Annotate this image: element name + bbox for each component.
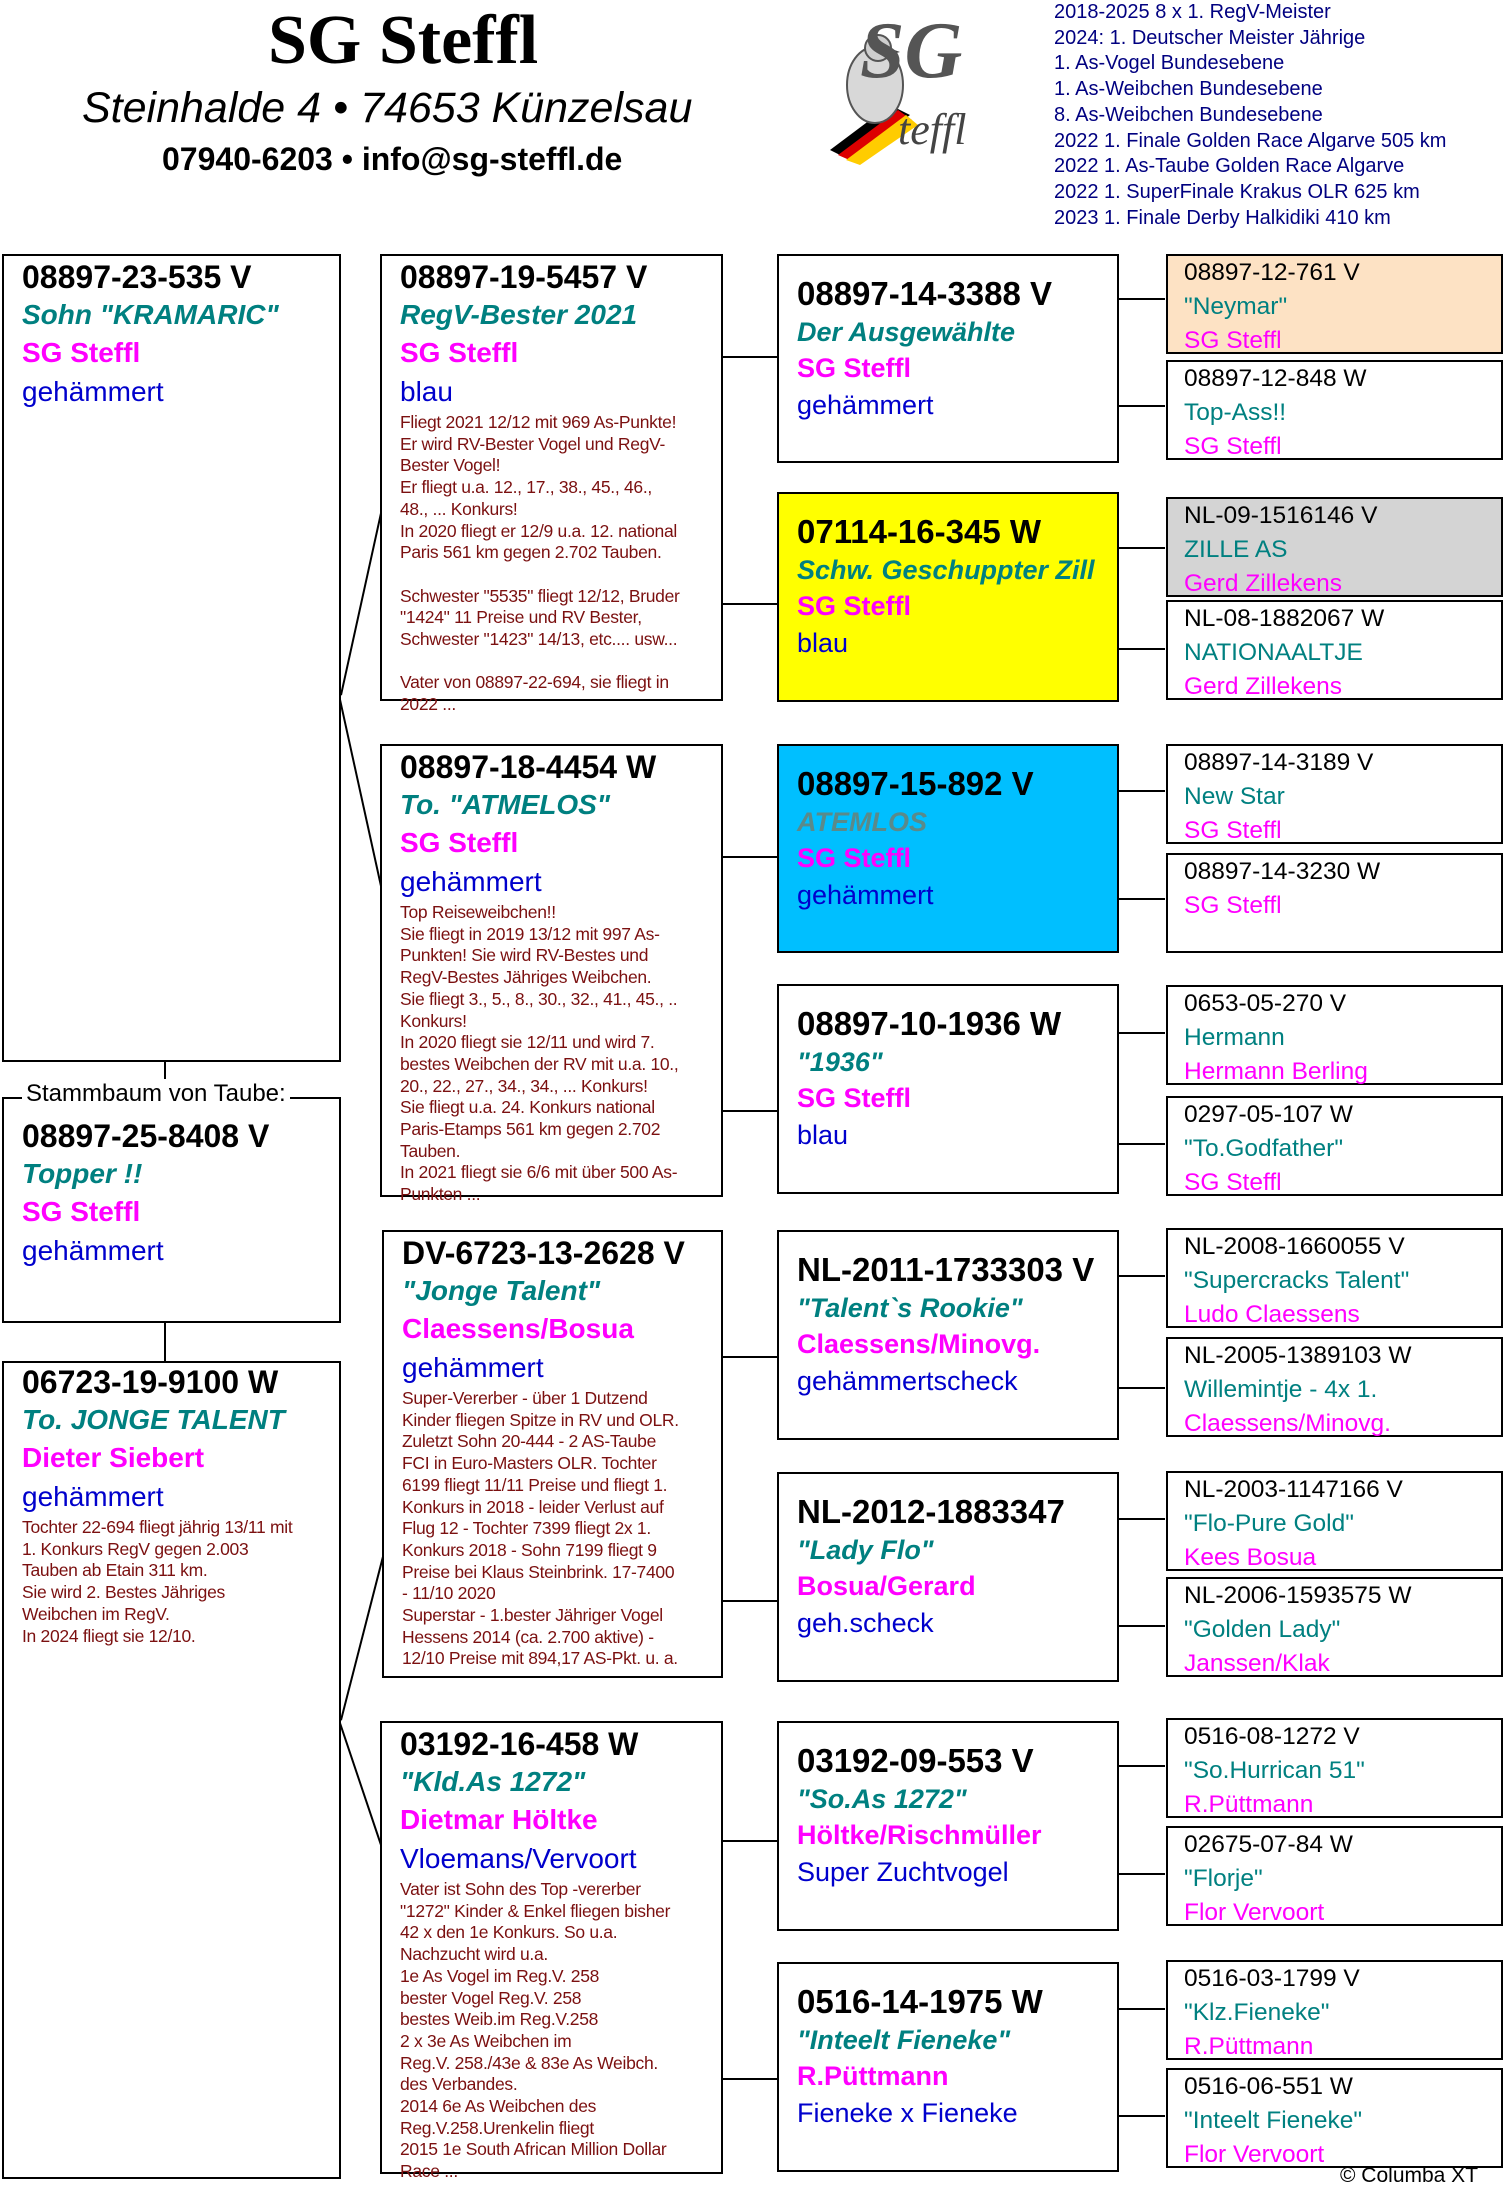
ring-number: NL-09-1516146 V xyxy=(1184,502,1378,529)
connector xyxy=(1117,2115,1165,2117)
gen4-card xyxy=(1166,1718,1503,1818)
connector xyxy=(1117,1275,1165,1277)
gen2-card xyxy=(382,1230,723,1678)
gen3-card xyxy=(777,1230,1119,1440)
pigeon-name: Der Ausgewählte xyxy=(797,317,1016,347)
pigeon-name: Hermann xyxy=(1184,1024,1285,1051)
ring-number: 08897-23-535 V xyxy=(22,259,252,295)
ring-number: 08897-14-3230 W xyxy=(1184,858,1381,885)
color: gehämmert xyxy=(22,1235,164,1266)
connector xyxy=(721,603,777,605)
pigeon-name: "Kld.As 1272" xyxy=(400,1766,586,1797)
ring-number: 0516-06-551 W xyxy=(1184,2073,1353,2100)
gen3-card xyxy=(777,254,1119,463)
connector xyxy=(164,1322,166,1362)
ring-number: NL-2008-1660055 V xyxy=(1184,1233,1405,1260)
color: blau xyxy=(797,1120,849,1150)
logo-text: SG xyxy=(860,7,963,95)
gen2-card xyxy=(380,744,723,1205)
gen3-card xyxy=(777,492,1119,702)
connector xyxy=(1117,547,1165,549)
pigeon-name: "To.Godfather" xyxy=(1184,1135,1344,1162)
contact: 07940-6203 • info@sg-steffl.de xyxy=(162,141,623,177)
gen4-card xyxy=(1166,360,1503,460)
achievement-item: 1. As-Weibchen Bundesebene xyxy=(1054,78,1323,101)
gen4-card xyxy=(1166,853,1503,953)
notes: Fliegt 2021 12/12 mit 969 As-Punkte! Er wird RV-Bester Vogel und RegV- Bester Vogel! Er fliegt u.a. 12., 17., 38., 45., 46., 48., ... Konkurs! In 2020 fliegt er 12/9 u.a. 12. national Paris 561 km gegen 2.702 Tauben. Schwester "5535" fliegt 12/12, Bruder "1424" 11 Preise und RV Bester, Schwester "1423" 14/13, etc.... usw... Vater von 08897-22-694, sie fliegt in 2022 ... xyxy=(400,412,680,715)
gen4-card xyxy=(1166,1960,1503,2060)
breeder: Claessens/Bosua xyxy=(402,1313,634,1344)
connector xyxy=(721,1356,777,1358)
gen3-card xyxy=(777,744,1119,953)
connector xyxy=(1117,405,1165,407)
breeder: Claessens/Minovg. xyxy=(1184,1410,1391,1437)
pigeon-name: "Golden Lady" xyxy=(1184,1616,1341,1643)
pigeon-name: ZILLE AS xyxy=(1184,536,1288,563)
breeder: SG Steffl xyxy=(797,353,912,383)
breeder: SG Steffl xyxy=(22,1196,141,1227)
connector xyxy=(1117,1032,1165,1034)
connector xyxy=(1117,1765,1165,1767)
pigeon-name: Sohn "KRAMARIC" xyxy=(22,299,279,330)
gen2-card xyxy=(380,1721,723,2182)
breeder: SG Steffl xyxy=(1184,1169,1282,1196)
pigeon-name: "So.Hurrican 51" xyxy=(1184,1757,1365,1784)
breeder: SG Steffl xyxy=(400,827,519,858)
connector xyxy=(1117,648,1165,650)
breeder: Gerd Zillekens xyxy=(1184,673,1342,700)
breeder: SG Steffl xyxy=(797,843,912,873)
gen4-card xyxy=(1166,254,1503,354)
subject-label: Stammbaum von Taube: xyxy=(22,1079,290,1109)
connector xyxy=(721,2078,777,2080)
address: Steinhalde 4 • 74653 Künzelsau xyxy=(82,84,693,132)
notes: Vater ist Sohn des Top -vererber "1272" Kinder & Enkel fliegen bisher 42 x den 1e Konkurs. So u.a. Nachzucht wird u.a. 1e As Vogel im Reg.V. 258 bester Vogel Reg.V. 258 bestes Weib.im Reg.V.258 2 x 3e As Weibchen im Reg.V. 258./43e & 83e As Weibch. des Verbandes. 2014 6e As Weibchen des Reg.V.258.Urenkelin fliegt 2015 1e South African Million Dollar Race ... xyxy=(400,1879,671,2182)
pigeon-name: NATIONAALTJE xyxy=(1184,639,1363,666)
gen4-card xyxy=(1166,1826,1503,1926)
gen3-card xyxy=(777,1721,1119,1931)
pigeon-name: ATEMLOS xyxy=(797,807,927,837)
ring-number: NL-2006-1593575 W xyxy=(1184,1582,1412,1609)
logo xyxy=(820,7,980,165)
breeder: SG Steffl xyxy=(797,1083,912,1113)
color: Vloemans/Vervoort xyxy=(400,1843,637,1874)
gen4-card xyxy=(1166,1228,1503,1328)
ring-number: 08897-12-761 V xyxy=(1184,259,1360,286)
gen3-card xyxy=(777,1962,1119,2172)
pigeon-name: "Florje" xyxy=(1184,1865,1263,1892)
color: gehämmert xyxy=(797,390,934,420)
gen4-card xyxy=(1166,1577,1503,1677)
breeder: SG Steffl xyxy=(1184,327,1282,354)
sire-card xyxy=(2,254,341,1062)
gen3-card xyxy=(777,984,1119,1194)
breeder: R.Püttmann xyxy=(797,2061,949,2091)
logo-subtext: teffl xyxy=(898,105,967,154)
ring-number: 0297-05-107 W xyxy=(1184,1101,1353,1128)
color: Fieneke x Fieneke xyxy=(797,2098,1018,2128)
connector xyxy=(1117,1387,1165,1389)
ring-number: DV-6723-13-2628 V xyxy=(402,1235,685,1271)
ring-number: 0516-14-1975 W xyxy=(797,1983,1043,2020)
achievement-item: 2022 1. As-Taube Golden Race Algarve xyxy=(1054,155,1405,178)
breeder: Flor Vervoort xyxy=(1184,2141,1325,2168)
breeder: Hermann Berling xyxy=(1184,1058,1368,1085)
connector xyxy=(1117,1873,1165,1875)
gen4-card xyxy=(1166,600,1503,700)
ring-number: 0653-05-270 V xyxy=(1184,990,1347,1017)
breeder: SG Steffl xyxy=(1184,433,1282,460)
breeder: SG Steffl xyxy=(1184,892,1282,919)
pigeon-name: RegV-Bester 2021 xyxy=(400,299,638,330)
notes: Super-Vererber - über 1 Dutzend Kinder fliegen Spitze in RV und OLR. Zuletzt Sohn 20-444 - 2 AS-Taube FCI in Euro-Masters OLR. Tochter 6199 fliegt 11/11 Preise und fliegt 1. Konkurs in 2018 - leider Verlust auf Flug 12 - Tochter 7399 fliegt 2x 1. Konkurs 2018 - Sohn 7199 fliegt 9 Preise bei Klaus Steinbrink. 17-7400 - 11/10 2020 Superstar - 1.bester Jähriger Vogel Hessens 2014 (ca. 2.700 aktive) - 12/10 Preise mit 894,17 AS-Pkt. u. a. xyxy=(402,1388,679,1669)
color: gehämmert xyxy=(400,866,542,897)
color: blau xyxy=(400,376,453,407)
connector xyxy=(1117,790,1165,792)
gen4-card xyxy=(1166,1337,1503,1437)
breeder: SG Steffl xyxy=(797,591,912,621)
ring-number: NL-2003-1147166 V xyxy=(1184,1476,1403,1503)
connector xyxy=(721,856,777,858)
breeder: Kees Bosua xyxy=(1184,1544,1317,1571)
color: geh.scheck xyxy=(797,1608,934,1638)
pigeon-name: To. JONGE TALENT xyxy=(22,1404,285,1435)
ring-number: 03192-16-458 W xyxy=(400,1726,639,1762)
gen4-card xyxy=(1166,1471,1503,1571)
page-title: SG Steffl xyxy=(268,2,539,79)
connector xyxy=(721,1840,777,1842)
pigeon-name: New Star xyxy=(1184,783,1285,810)
breeder: Dieter Siebert xyxy=(22,1442,205,1473)
pigeon-name: Topper !! xyxy=(22,1158,143,1189)
connector xyxy=(1117,1518,1165,1520)
pigeon-name: "Supercracks Talent" xyxy=(1184,1267,1410,1294)
ring-number: 06723-19-9100 W xyxy=(22,1364,279,1400)
pigeon-name: Willemintje - 4x 1. xyxy=(1184,1376,1378,1403)
ring-number: 03192-09-553 V xyxy=(797,1742,1034,1779)
achievement-item: 2022 1. Finale Golden Race Algarve 505 km xyxy=(1054,129,1447,152)
ring-number: 02675-07-84 W xyxy=(1184,1831,1353,1858)
color: blau xyxy=(797,628,849,658)
pigeon-name: "1936" xyxy=(797,1047,883,1077)
breeder: SG Steffl xyxy=(22,337,141,368)
ring-number: NL-2012-1883347 xyxy=(797,1493,1065,1530)
breeder: Claessens/Minovg. xyxy=(797,1329,1041,1359)
breeder: R.Püttmann xyxy=(1184,2033,1314,2060)
gen4-card xyxy=(1166,497,1503,597)
pigeon-name: "Talent`s Rookie" xyxy=(797,1293,1023,1323)
color: gehämmert xyxy=(22,376,164,407)
breeder: Höltke/Rischmüller xyxy=(797,1820,1042,1850)
ring-number: 08897-10-1936 W xyxy=(797,1005,1062,1042)
gen4-card xyxy=(1166,985,1503,1085)
ring-number: NL-2011-1733303 V xyxy=(797,1251,1095,1288)
breeder: Dietmar Höltke xyxy=(400,1804,598,1835)
achievement-item: 8. As-Weibchen Bundesebene xyxy=(1054,103,1323,126)
connector xyxy=(1117,2008,1165,2010)
connector xyxy=(721,356,777,358)
color: Super Zuchtvogel xyxy=(797,1857,1009,1887)
dam-card xyxy=(2,1361,341,2179)
color: gehämmert xyxy=(402,1352,544,1383)
achievement-item: 2018-2025 8 x 1. RegV-Meister xyxy=(1054,1,1331,23)
ring-number: 08897-25-8408 V xyxy=(22,1118,270,1154)
gen2-card xyxy=(380,254,723,715)
gen4-card xyxy=(1166,1096,1503,1196)
achievement-item: 2022 1. SuperFinale Krakus OLR 625 km xyxy=(1054,180,1420,203)
color: gehämmert xyxy=(797,880,934,910)
gen3-card xyxy=(777,1472,1119,1682)
ring-number: 08897-19-5457 V xyxy=(400,259,648,295)
achievement-item: 1. As-Vogel Bundesebene xyxy=(1054,52,1285,75)
ring-number: 0516-08-1272 V xyxy=(1184,1723,1360,1750)
ring-number: 08897-12-848 W xyxy=(1184,365,1367,392)
pigeon-name: "Inteelt Fieneke" xyxy=(797,2025,1011,2055)
connector xyxy=(1117,1625,1165,1627)
copyright: © Columba XT xyxy=(1340,2164,1479,2187)
color: gehämmertscheck xyxy=(797,1366,1018,1396)
breeder: Janssen/Klak xyxy=(1184,1650,1330,1677)
breeder: Ludo Claessens xyxy=(1184,1301,1360,1328)
pigeon-name: "Neymar" xyxy=(1184,293,1288,320)
gen4-card xyxy=(1166,744,1503,844)
ring-number: 08897-14-3189 V xyxy=(1184,749,1374,776)
connector xyxy=(1117,1143,1165,1145)
breeder: Bosua/Gerard xyxy=(797,1571,976,1601)
ring-number: 08897-18-4454 W xyxy=(400,749,657,785)
connector xyxy=(721,1110,777,1112)
pigeon-name: Schw. Geschuppter Zill xyxy=(797,555,1095,585)
pigeon-name: "Lady Flo" xyxy=(797,1535,934,1565)
notes: Tochter 22-694 fliegt jährig 13/11 mit 1. Konkurs RegV gegen 2.003 Tauben ab Etain 311 km. Sie wird 2. Bestes Jähriges Weibchen im RegV. In 2024 fliegt sie 12/10. xyxy=(22,1517,293,1646)
breeder: Flor Vervoort xyxy=(1184,1899,1325,1926)
pigeon-name: "Flo-Pure Gold" xyxy=(1184,1510,1354,1537)
ring-number: 08897-15-892 V xyxy=(797,765,1034,802)
ring-number: 0516-03-1799 V xyxy=(1184,1965,1360,1992)
pigeon-name: "Jonge Talent" xyxy=(402,1275,601,1306)
ring-number: 07114-16-345 W xyxy=(797,513,1042,550)
pigeon-name: "Klz.Fieneke" xyxy=(1184,1999,1330,2026)
breeder: SG Steffl xyxy=(400,337,519,368)
pigeon-name: "Inteelt Fieneke" xyxy=(1184,2107,1363,2134)
header xyxy=(0,0,1506,240)
notes: Top Reiseweibchen!! Sie fliegt in 2019 13/12 mit 997 As- Punkten! Sie wird RV-Bestes und RegV-Bestes Jähriges Weibchen. Sie fliegt 3., 5., 8., 30., 32., 41., 45., .. Konkurs! In 2020 fliegt sie 12/11 und wird 7. bestes Weibchen der RV mit u.a. 10., 20., 22., 27., 34., 34., ... Konkurs! Sie fliegt u.a. 24. Konkurs national Paris-Etamps 561 km gegen 2.702 Tauben. In 2021 fliegt sie 6/6 mit über 500 As- Punkten ... xyxy=(400,902,679,1205)
achievement-item: 2024: 1. Deutscher Meister Jährige xyxy=(1054,26,1366,49)
breeder: SG Steffl xyxy=(1184,817,1282,844)
connector xyxy=(1117,298,1165,300)
achievement-item: 2023 1. Finale Derby Halkidiki 410 km xyxy=(1054,206,1391,229)
ring-number: 08897-14-3388 V xyxy=(797,275,1053,312)
gen4-card xyxy=(1166,2068,1503,2168)
pigeon-name: To. "ATMELOS" xyxy=(400,789,611,820)
pigeon-name: "So.As 1272" xyxy=(797,1784,967,1814)
connector xyxy=(721,1600,777,1602)
ring-number: NL-2005-1389103 W xyxy=(1184,1342,1412,1369)
achievements-list xyxy=(1054,0,1446,231)
breeder: Gerd Zillekens xyxy=(1184,570,1342,597)
ring-number: NL-08-1882067 W xyxy=(1184,605,1385,632)
color: gehämmert xyxy=(22,1481,164,1512)
connector xyxy=(1117,898,1165,900)
subject-card xyxy=(2,1080,341,1323)
pigeon-name: Top-Ass!! xyxy=(1184,399,1287,426)
breeder: R.Püttmann xyxy=(1184,1791,1314,1818)
